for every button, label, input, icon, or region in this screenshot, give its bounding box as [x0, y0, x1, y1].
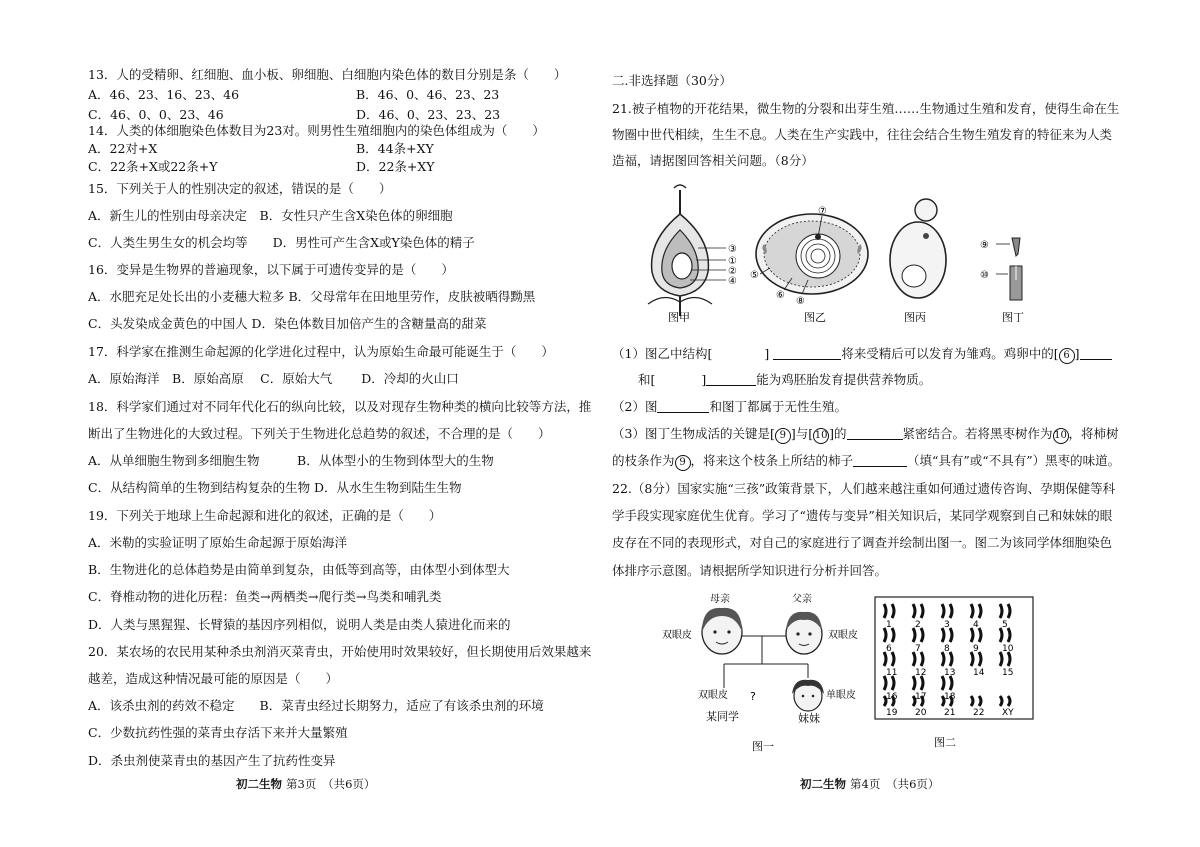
figure-b-label: 图乙 [804, 311, 826, 322]
q15-stem: 15．下列关于人的性别决定的叙述，错误的是（ ） [88, 181, 392, 196]
father-label: 父亲 [792, 594, 812, 605]
answer-blank-1a[interactable] [712, 347, 764, 360]
marker-2: ② [728, 266, 737, 277]
chromosome-number: 16 [886, 692, 898, 702]
q14-option-d: D．22条+XY [356, 159, 435, 174]
q21-sub3-line2: 的枝条作为 9 ，将来这个枝条上所结的柿子 （填“具有”或“不具有”）黑枣的味道。 [612, 452, 1120, 471]
marker-9: ⑨ [980, 240, 989, 251]
chromosome-number: 1 [886, 620, 892, 630]
sister-trait: 单眼皮 [826, 690, 856, 701]
q15-options-ab: A．新生儿的性别由母亲决定 B．女性只产生含X染色体的卵细胞 [88, 208, 453, 223]
q22-stem-line3: 皮存在不同的表现形式，对自己的家庭进行了调查并绘制出图一。图二为该同学体细胞染色 [612, 535, 1113, 550]
circled-marker-6: 6 [1059, 348, 1075, 364]
q19-option-b: B．生物进化的总体趋势是由简单到复杂，由低等到高等，由体型小到体型大 [88, 562, 510, 577]
q20-stem-line2: 越差，造成这种情况最可能的原因是（ ） [88, 671, 339, 686]
q16-options-cd: C．头发染成金黄色的中国人 D．染色体数目加倍产生的含糖量高的甜菜 [88, 316, 487, 331]
left-footer-subject: 初二生物 [236, 777, 282, 791]
chromosome-number: 5 [1002, 620, 1008, 630]
q21-stem-line1: 21.被子植物的开花结果，微生物的分裂和出芽生殖……生物通过生殖和发育，使得生命在生 [612, 101, 1120, 116]
mother-portrait [702, 608, 742, 654]
marker-6: ⑥ [776, 290, 785, 301]
q14-option-b: B．44条+XY [356, 141, 434, 156]
chromosome-number: 12 [915, 668, 927, 678]
q17-stem: 17．科学家在推测生命起源的化学进化过程中，认为原始生命最可能诞生于（ ） [88, 344, 554, 359]
q19-option-c: C．脊椎动物的进化历程：鱼类→两栖类→爬行类→鸟类和哺乳类 [88, 589, 442, 604]
q21-sub2: （2）图 和图丁都属于无性生殖。 [612, 399, 847, 414]
figure-c-yeast [890, 199, 946, 322]
figure-2-label: 图二 [934, 736, 956, 749]
answer-blank-1e[interactable] [706, 372, 756, 386]
answer-blank-3b[interactable] [853, 453, 907, 467]
chromosome-number: 18 [944, 692, 956, 702]
q22-stem-line1: 22.（8分）国家实施“三孩”政策背景下，人们越来越注重如何通过遗传咨询、孕期保健等科 [612, 481, 1116, 496]
q18-stem-line2: 断出了生物进化的大致过程。下列关于生物进化总趋势的叙述，不合理的是（ ） [88, 426, 551, 441]
sister-portrait [792, 680, 824, 711]
right-page-footer [800, 776, 939, 792]
q20-option-d: D．杀虫剂使菜青虫的基因产生了抗药性变异 [88, 753, 336, 768]
q21-sub1-line1: （1）图乙中结构[ ] 将来受精后可以发育为雏鸡。鸡卵中的[ 6 ] [612, 345, 1112, 364]
q14-option-a: A．22对+X [88, 141, 158, 156]
chromosome-number: 9 [973, 644, 979, 654]
q20-option-a: A．该杀虫剂的药效不稳定 B．菜青虫经过长期努力，适应了有该杀虫剂的环境 [88, 698, 544, 713]
q21-stem-line2: 物圈中世代相续，生生不息。人类在生产实践中，往往会结合生物生殖发育的特征来为人类 [612, 127, 1113, 142]
father-trait: 双眼皮 [828, 630, 858, 641]
q18-options-cd: C．从结构简单的生物到结构复杂的生物 D．从水生生物到陆生生物 [88, 480, 462, 495]
figure-d-grafting [980, 238, 1024, 322]
chromosome-number: 13 [944, 668, 956, 678]
chromosome-number: 15 [1002, 668, 1014, 678]
marker-10: ⑩ [980, 270, 989, 281]
q21-sub1-line2: 和[ ] 能为鸡胚胎发育提供营养物质。 [638, 372, 932, 387]
self-trait: 双眼皮 [698, 690, 728, 701]
circled-marker-10: 10 [813, 428, 829, 444]
figure-1-label: 图一 [752, 740, 774, 753]
chromosome-number: 6 [886, 644, 892, 654]
q13-option-c: C．46、0、0、23、46 [88, 107, 224, 122]
q13-stem: 13．人的受精卵、红细胞、血小板、卵细胞、白细胞内染色体的数目分别是条（ ） [88, 67, 567, 82]
q19-stem: 19．下列关于地球上生命起源和进化的叙述，正确的是（ ） [88, 508, 442, 523]
mother-trait: 双眼皮 [662, 630, 692, 641]
chromosome-number: 7 [915, 644, 921, 654]
chromosome-number: 4 [973, 620, 979, 630]
figure-d-label: 图丁 [1002, 311, 1024, 322]
section-heading: 二.非选择题（30分） [612, 73, 732, 88]
q14-option-c: C．22条+X或22条+Y [88, 159, 218, 174]
q16-stem: 16．变异是生物界的普遍现象，以下属于可遗传变异的是（ ） [88, 262, 454, 277]
figure-a-label: 图甲 [668, 311, 690, 322]
chromosome-number: 2 [915, 620, 921, 630]
marker-4: ④ [728, 276, 737, 287]
marker-8: ⑧ [796, 296, 805, 307]
q19-option-a: A．米勒的实验证明了原始生命起源于原始海洋 [88, 535, 348, 550]
self-question-mark: ? [750, 690, 756, 703]
q21-figures [642, 180, 1062, 322]
q13-option-d: D．46、0、23、23、23 [356, 107, 501, 122]
chromosome-number: 19 [886, 708, 898, 718]
mother-label: 母亲 [710, 594, 730, 605]
answer-blank-1d[interactable] [655, 373, 701, 386]
figure-1-pedigree [662, 592, 862, 762]
q17-options: A．原始海洋 B．原始高原 C．原始大气 D．冷却的火山口 [88, 371, 459, 386]
q22-stem-line2: 学手段实现家庭优生优育。学习了“遗传与变异”相关知识后，某同学观察到自己和妹妹的眼 [612, 508, 1113, 523]
marker-5: ⑤ [750, 270, 759, 281]
answer-blank-2[interactable] [657, 399, 709, 413]
chromosome-number: 3 [944, 620, 950, 630]
chromosome-number: XY [1002, 708, 1014, 718]
left-footer-page: 第3页 （共6页） [286, 777, 376, 791]
father-portrait [786, 612, 822, 654]
q18-stem-line1: 18．科学家们通过对不同年代化石的纵向比较，以及对现存生物种类的横向比较等方法，推 [88, 399, 592, 414]
q21-stem-line3: 造福，请据图回答相关问题。（8分） [612, 153, 814, 168]
q13-option-a: A．46、23、16、23、46 [88, 87, 240, 102]
circled-marker-9: 9 [775, 428, 791, 444]
q22-stem-line4: 体排序示意图。请根据所学知识进行分析并回答。 [612, 563, 888, 578]
chromosome-number: 20 [915, 708, 927, 718]
marker-7: ⑦ [818, 206, 827, 217]
q20-stem-line1: 20．某农场的农民用某种杀虫剂消灭菜青虫，开始使用时效果较好，但长期使用后效果越来 [88, 644, 592, 659]
q20-option-c: C．少数抗药性强的菜青虫存活下来并大量繁殖 [88, 725, 348, 740]
q14-stem: 14．人类的体细胞染色体数目为23对。则男性生殖细胞内的染色体组成为（ ） [88, 123, 545, 138]
q16-options-ab: A．水肥充足处长出的小麦穗大粒多 B．父母常年在田地里劳作，皮肤被晒得黝黑 [88, 289, 536, 304]
figure-c-label: 图丙 [904, 311, 926, 322]
figure-a-flower [648, 185, 737, 322]
q18-options-ab: A．从单细胞生物到多细胞生物 B．从体型小的生物到体型大的生物 [88, 453, 494, 468]
sister-label: 妹妹 [798, 712, 820, 725]
right-footer-subject: 初二生物 [800, 777, 846, 791]
answer-blank-3a[interactable] [847, 426, 903, 440]
left-page-footer [236, 776, 375, 792]
chromosome-number: 22 [973, 708, 985, 718]
answer-blank-1c[interactable] [1080, 346, 1112, 360]
figure-2-karyotype [874, 596, 1034, 766]
chromosome-number: 21 [944, 708, 956, 718]
marker-3: ③ [728, 244, 737, 255]
circled-marker-10b: 10 [1053, 428, 1069, 444]
q19-option-d: D．人类与黑猩猩、长臂猿的基因序列相似，说明人类是由类人猿进化而来的 [88, 617, 511, 632]
right-footer-page: 第4页 （共6页） [850, 777, 940, 791]
chromosome-number: 10 [1002, 644, 1014, 654]
q13-option-b: B．46、0、46、23、23 [356, 87, 500, 102]
q21-sub3-line1: （3）图丁生物成活的关键是[ 9 ]与[ 10 ]的 紧密结合。若将黑枣树作为 10 ，将柿树 [612, 425, 1119, 444]
chromosome-number: 11 [886, 668, 898, 678]
self-label: 某同学 [706, 710, 739, 723]
marker-1: ① [728, 256, 737, 267]
figure-b-egg [750, 206, 868, 322]
chromosome-number: 17 [915, 692, 927, 702]
answer-blank-1b[interactable] [773, 346, 841, 360]
circled-marker-9b: 9 [675, 455, 691, 471]
q15-options-cd: C．人类生男生女的机会均等 D．男性可产生含X或Y染色体的精子 [88, 235, 475, 250]
chromosome-number: 14 [973, 668, 985, 678]
chromosome-number: 8 [944, 644, 950, 654]
